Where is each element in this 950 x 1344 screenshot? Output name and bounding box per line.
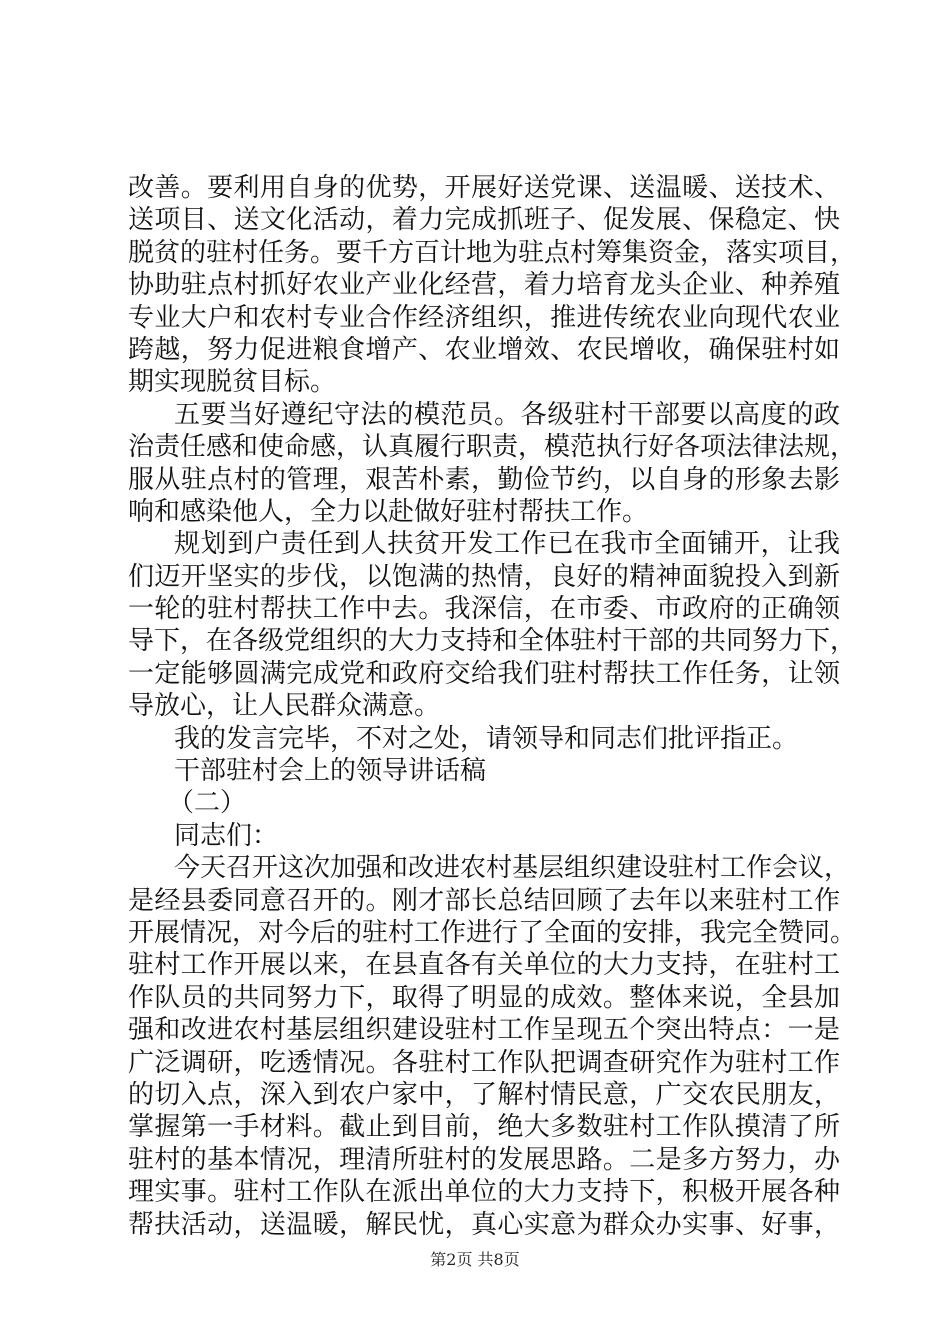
text-line: 导下，在各级党组织的大力支持和全体驻村干部的共同努力下， [128,626,857,657]
text-line: 开展情况，对今后的驻村工作进行了全面的安排，我完全赞同。 [128,917,857,948]
text-line: 驻村的基本情况，理清所驻村的发展思路。二是多方努力，办 [128,1144,840,1175]
text-line: 今天召开这次加强和改进农村基层组织建设驻村工作会议， [174,853,851,884]
text-line: 期实现脱贫目标。 [128,367,337,398]
text-line: 规划到户责任到人扶贫开发工作已在我市全面铺开，让我 [174,529,840,560]
text-line: 跨越，努力促进粮食增产、农业增效、农民增收，确保驻村如 [128,334,840,365]
text-line: 送项目、送文化活动，着力完成抓班子、促发展、保稳定、快 [128,205,840,236]
text-line: 五要当好遵纪守法的模范员。各级驻村干部要以高度的政 [174,399,840,430]
text-line: 作队员的共同努力下，取得了明显的成效。整体来说，全县加 [128,982,840,1013]
text-line: 强和改进农村基层组织建设驻村工作呈现五个突出特点：一是 [128,1015,840,1046]
text-line: 一轮的驻村帮扶工作中去。我深信，在市委、市政府的正确领 [128,594,840,625]
text-line: 响和感染他人，全力以赴做好驻村帮扶工作。 [128,496,649,527]
text-line: 掌握第一手材料。截止到目前，绝大多数驻村工作队摸清了所 [128,1112,840,1143]
text-line: 同志们： [174,820,279,851]
text-line: 是经县委同意召开的。刚才部长总结回顾了去年以来驻村工作 [128,885,840,916]
text-line: 专业大户和农村专业合作经济组织，推进传统农业向现代农业 [128,302,840,333]
text-line: 理实事。驻村工作队在派出单位的大力支持下，积极开展各种 [128,1177,840,1208]
text-line: 我的发言完毕，不对之处，请领导和同志们批评指正。 [174,723,799,754]
text-line: 协助驻点村抓好农业产业化经营，着力培育龙头企业、种养殖 [128,270,840,301]
text-line: 广泛调研，吃透情况。各驻村工作队把调查研究作为驻村工作 [128,1047,840,1078]
text-line: 一定能够圆满完成党和政府交给我们驻村帮扶工作任务，让领 [128,658,840,689]
text-line: 的切入点，深入到农户家中，了解村情民意，广交农民朋友， [128,1079,840,1110]
text-line: 们迈开坚实的步伐，以饱满的热情，良好的精神面貌投入到新 [128,561,840,592]
text-line: 导放心，让人民群众满意。 [128,691,441,722]
page-footer: 第2页 共8页 [430,1250,520,1269]
text-line: 干部驻村会上的领导讲话稿 [174,756,487,787]
text-line: 治责任感和使命感，认真履行职责，模范执行好各项法律法规， [128,432,857,463]
text-line: 改善。要利用自身的优势，开展好送党课、送温暖、送技术、 [128,173,840,203]
text-line: 驻村工作开展以来，在县直各有关单位的大力支持，在驻村工 [128,950,840,981]
document-body [128,172,857,1241]
text-line: （二） [168,788,247,819]
text-line: 帮扶活动，送温暖，解民忧，真心实意为群众办实事、好事， [128,1209,840,1240]
text-line: 服从驻点村的管理，艰苦朴素，勤俭节约，以自身的形象去影 [128,464,840,495]
text-line: 脱贫的驻村任务。要千方百计地为驻点村筹集资金，落实项目， [128,237,857,268]
